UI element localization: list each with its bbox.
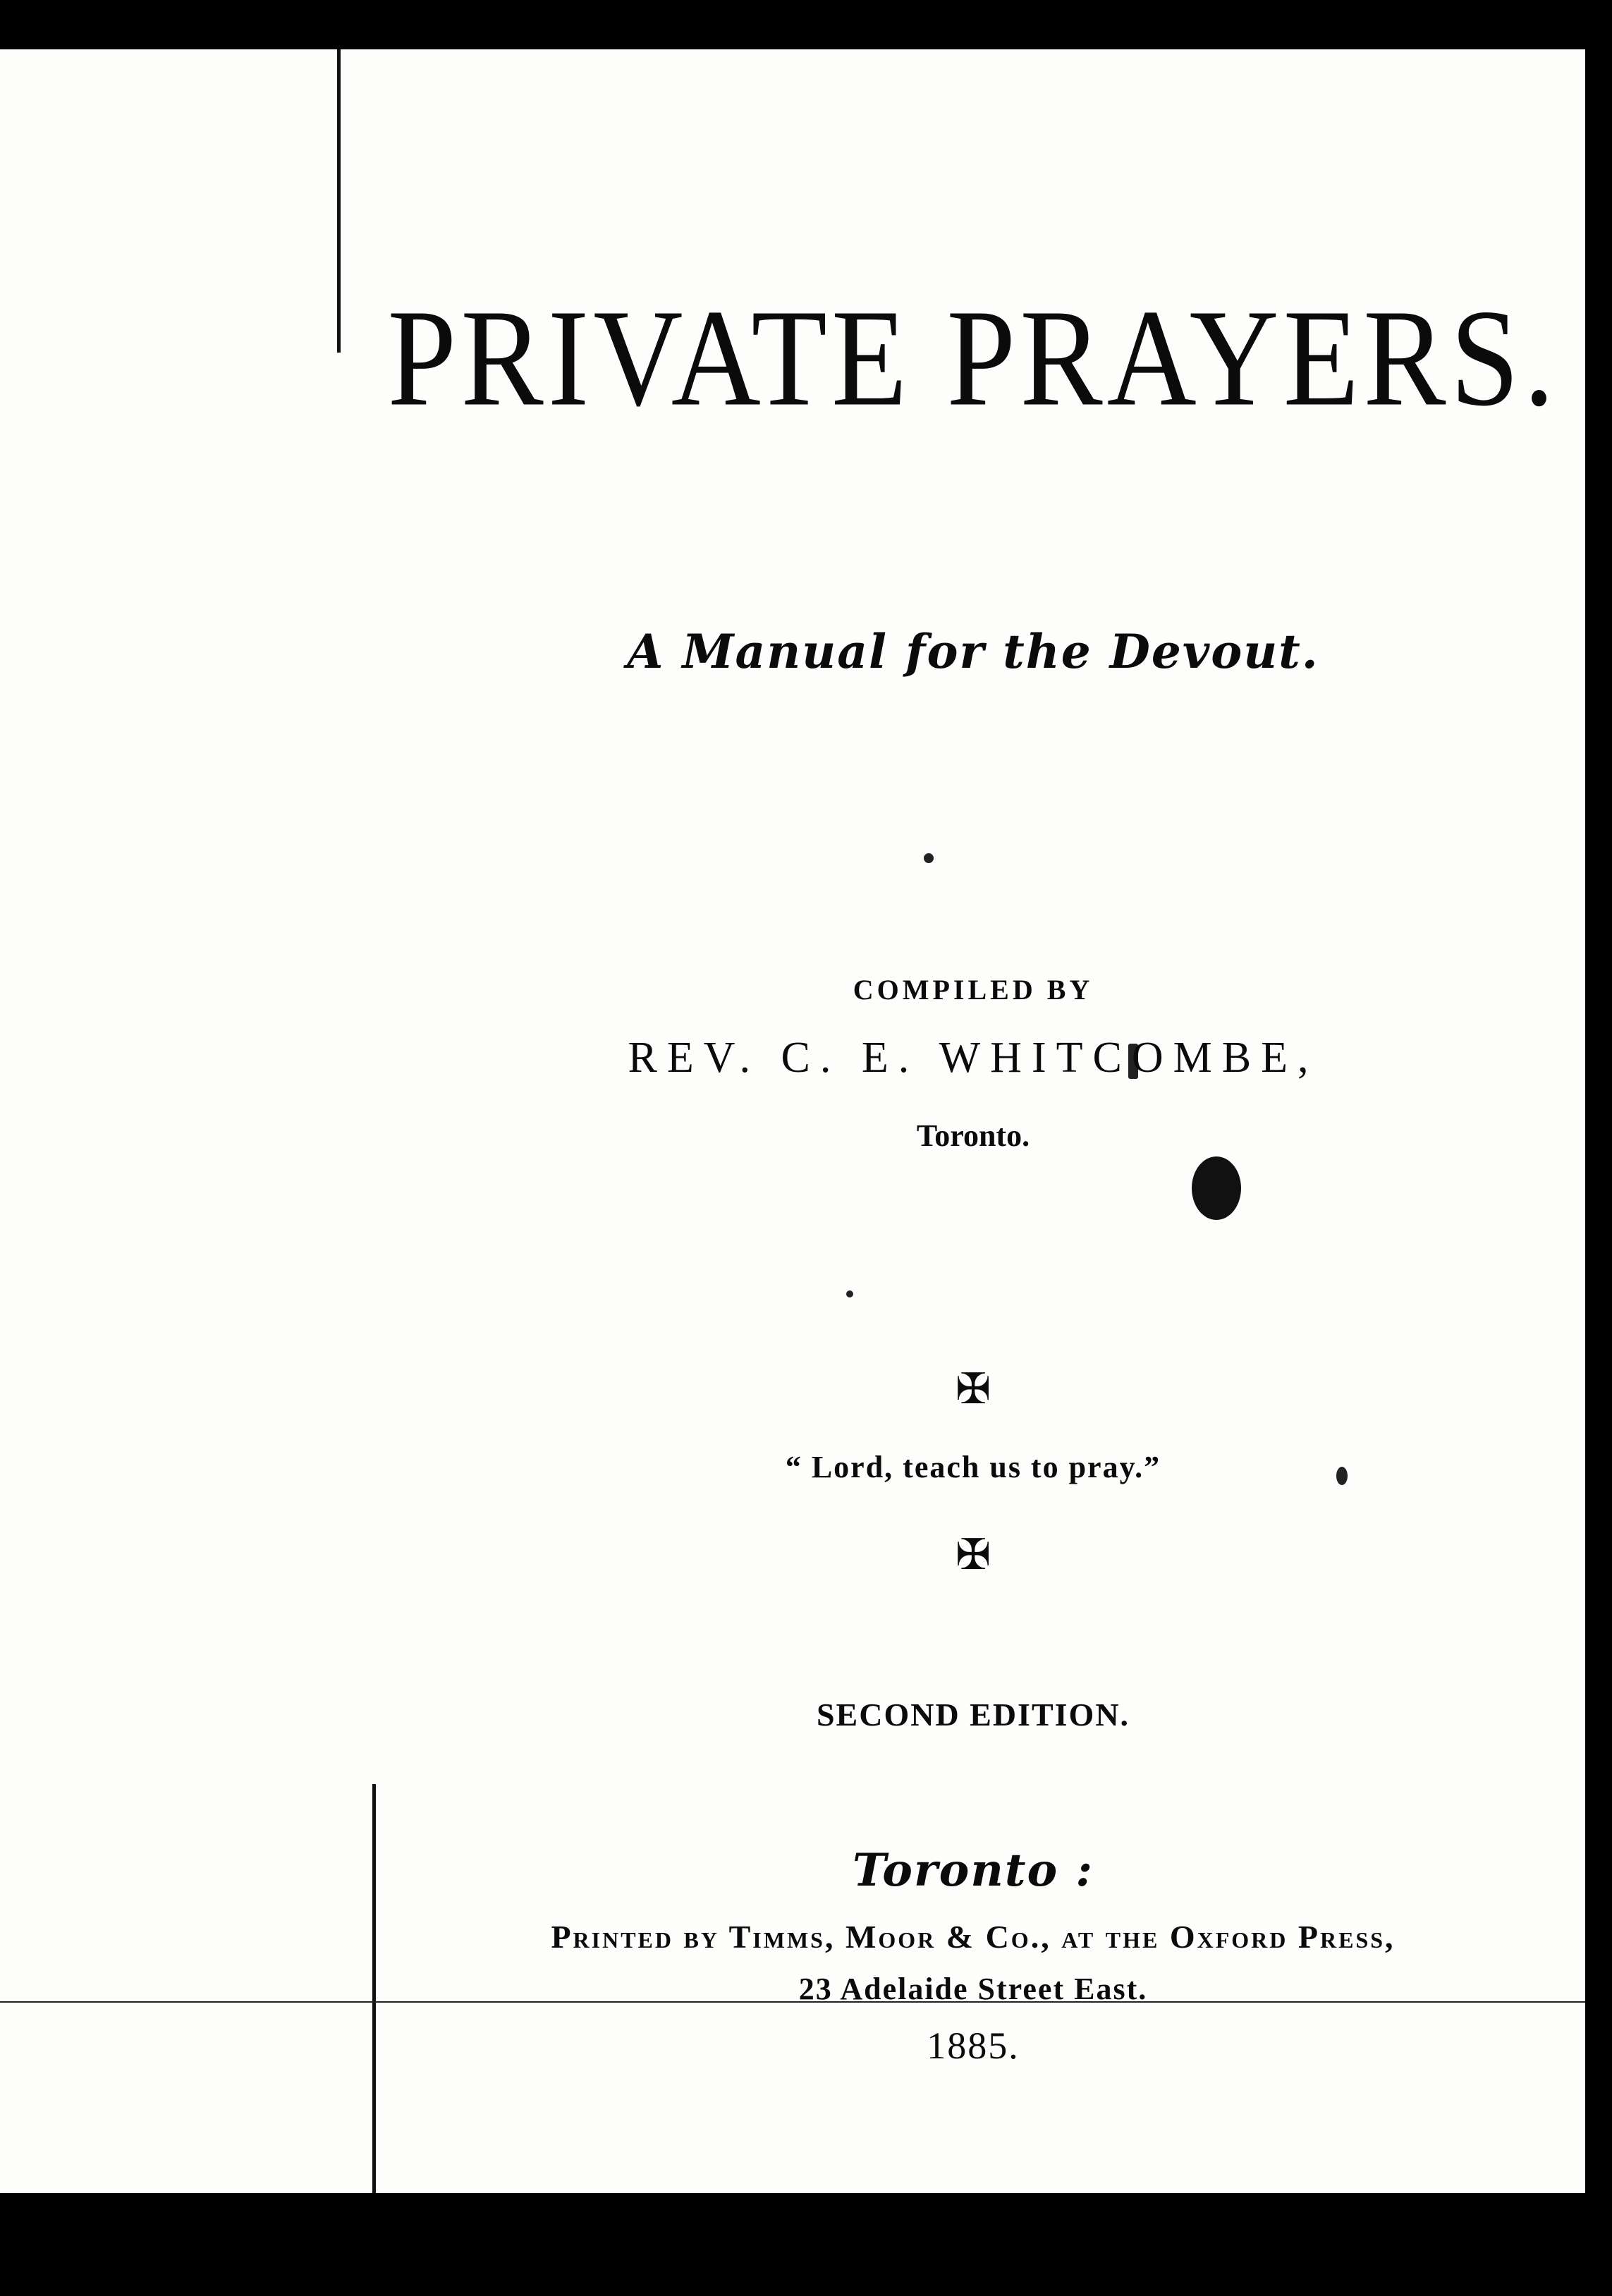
title-page — [0, 49, 1585, 2193]
edition-label: SECOND EDITION. — [816, 1697, 1130, 1733]
ink-speck — [924, 853, 934, 863]
printer-line: Printed by Timms, Moor & Co., at the Oxford Press, — [551, 1919, 1396, 1955]
author-name: REV. C. E. WHITCOMBE, — [628, 1034, 1319, 1082]
printer-address: 23 Adelaide Street East. — [798, 1972, 1148, 2006]
author-location: Toronto. — [916, 1118, 1030, 1153]
gutter-line-lower — [372, 1784, 376, 2193]
publication-year: 1885. — [927, 2025, 1020, 2067]
ink-blot — [1192, 1156, 1241, 1220]
cross-icon: ✠ — [955, 1364, 991, 1414]
gutter-line — [337, 49, 341, 353]
ink-speck — [846, 1290, 853, 1297]
book-title: PRIVATE PRAYERS. — [387, 281, 1559, 436]
cross-icon: ✠ — [955, 1530, 991, 1580]
compiled-by-label: COMPILED BY — [853, 974, 1094, 1006]
imprint-city: Toronto : — [852, 1844, 1094, 1897]
book-subtitle: A Manual for the Devout. — [627, 624, 1319, 679]
epigraph: “ Lord, teach us to pray.” — [785, 1450, 1161, 1484]
